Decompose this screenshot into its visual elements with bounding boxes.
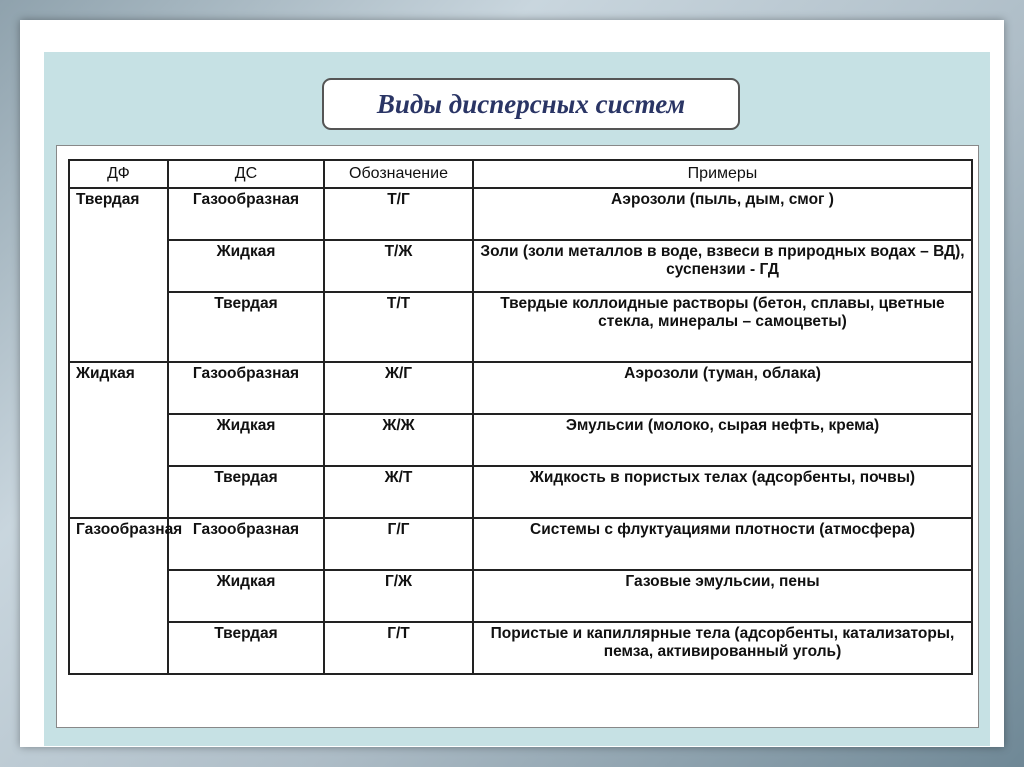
ds-cell: Жидкая [168, 240, 324, 292]
table-row [69, 414, 972, 466]
table-row [69, 362, 972, 414]
example-cell: Газовые эмульсии, пены [473, 570, 972, 622]
df-cell-gas: Газообразная [69, 518, 168, 674]
ds-cell: Газообразная [168, 188, 324, 240]
ds-cell: Жидкая [168, 570, 324, 622]
table-row [69, 466, 972, 518]
table-row [69, 292, 972, 362]
table-row [69, 188, 972, 240]
code-cell: Т/Т [324, 292, 473, 362]
df-cell-liquid: Жидкая [69, 362, 168, 518]
table-row [69, 518, 972, 570]
header-df: ДФ [69, 160, 168, 188]
table-row [69, 622, 972, 674]
example-cell: Аэрозоли (туман, облака) [473, 362, 972, 414]
code-cell: Г/Г [324, 518, 473, 570]
code-cell: Т/Г [324, 188, 473, 240]
header-code: Обозначение [324, 160, 473, 188]
code-cell: Ж/Т [324, 466, 473, 518]
example-cell: Золи (золи металлов в воде, взвеси в природных водах – ВД), суспензии - ГД [473, 240, 972, 292]
ds-cell: Газообразная [168, 518, 324, 570]
table-row [69, 570, 972, 622]
header-ds: ДС [168, 160, 324, 188]
code-cell: Ж/Г [324, 362, 473, 414]
table-header-row [69, 160, 972, 188]
example-cell: Эмульсии (молоко, сырая нефть, крема) [473, 414, 972, 466]
table-row [69, 240, 972, 292]
ds-cell: Газообразная [168, 362, 324, 414]
slide-title: Виды дисперсных систем [322, 78, 740, 130]
ds-cell: Твердая [168, 292, 324, 362]
example-cell: Твердые коллоидные растворы (бетон, сплавы, цветные стекла, минералы – самоцветы) [473, 292, 972, 362]
ds-cell: Твердая [168, 622, 324, 674]
example-cell: Пористые и капиллярные тела (адсорбенты, катализаторы, пемза, активированный уголь) [473, 622, 972, 674]
ds-cell: Жидкая [168, 414, 324, 466]
example-cell: Жидкость в пористых телах (адсорбенты, почвы) [473, 466, 972, 518]
example-cell: Системы с флуктуациями плотности (атмосфера) [473, 518, 972, 570]
example-cell: Аэрозоли (пыль, дым, смог ) [473, 188, 972, 240]
ds-cell: Твердая [168, 466, 324, 518]
code-cell: Ж/Ж [324, 414, 473, 466]
code-cell: Т/Ж [324, 240, 473, 292]
code-cell: Г/Т [324, 622, 473, 674]
dispersion-table [68, 159, 973, 675]
df-cell-solid: Твердая [69, 188, 168, 362]
header-examples: Примеры [473, 160, 972, 188]
code-cell: Г/Ж [324, 570, 473, 622]
